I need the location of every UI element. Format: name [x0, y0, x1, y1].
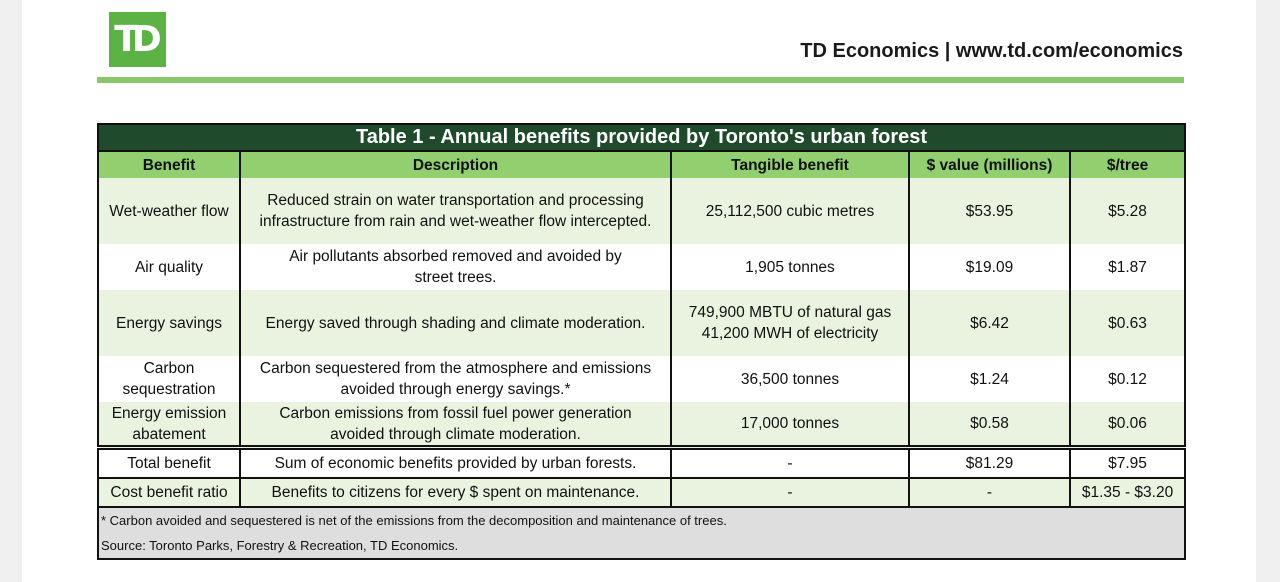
table-header-row	[98, 151, 1185, 178]
table-row	[98, 290, 1185, 356]
cell-tangible: -	[671, 448, 909, 479]
cell-per-tree: $5.28	[1070, 178, 1185, 244]
cell-value: $19.09	[909, 244, 1070, 290]
cell-description: Sum of economic benefits provided by urban forests.	[240, 448, 671, 479]
cell-per-tree: $1.35 - $3.20	[1070, 478, 1185, 507]
header-text: TD Economics | www.td.com/economics	[800, 40, 1183, 62]
cell-tangible	[671, 290, 909, 356]
cell-tangible: 25,112,500 cubic metres	[671, 178, 909, 244]
cell-per-tree: $0.06	[1070, 402, 1185, 448]
source-note: Source: Toronto Parks, Forestry & Recreation, TD Economics.	[98, 533, 1185, 559]
table-row	[98, 356, 1185, 402]
total-row	[98, 448, 1185, 479]
cell-per-tree: $1.87	[1070, 244, 1185, 290]
cost-benefit-row	[98, 478, 1185, 507]
cell-per-tree: $0.63	[1070, 290, 1185, 356]
td-logo-text: TD	[114, 19, 155, 60]
cell-value: $1.24	[909, 356, 1070, 402]
cell-description: Carbon sequestered from the atmosphere and emissions avoided through energy savings.*	[240, 356, 671, 402]
table-row	[98, 244, 1185, 290]
cell-value: $81.29	[909, 448, 1070, 479]
cell-value: -	[909, 478, 1070, 507]
cell-value: $0.58	[909, 402, 1070, 448]
footnote: * Carbon avoided and sequestered is net of the emissions from the decomposition and maintenance of trees.	[98, 507, 1185, 533]
cell-description: Benefits to citizens for every $ spent on maintenance.	[240, 478, 671, 507]
cell-benefit: Energy savings	[98, 290, 240, 356]
cell-tangible: 1,905 tonnes	[671, 244, 909, 290]
table-row	[98, 402, 1185, 448]
table-row	[98, 178, 1185, 244]
cell-benefit: Energy emission abatement	[98, 402, 240, 448]
footnote-row	[98, 507, 1185, 533]
column-header-value: $ value (millions)	[909, 151, 1070, 178]
cell-description: Reduced strain on water transportation and processing infrastructure from rain and wet-weather flow intercepted.	[240, 178, 671, 244]
header-rule	[97, 77, 1184, 83]
cell-per-tree: $7.95	[1070, 448, 1185, 479]
column-header-benefit: Benefit	[98, 151, 240, 178]
benefits-table	[97, 123, 1186, 560]
column-header-tangible: Tangible benefit	[671, 151, 909, 178]
column-header-description: Description	[240, 151, 671, 178]
cell-tangible: 17,000 tonnes	[671, 402, 909, 448]
cell-value: $53.95	[909, 178, 1070, 244]
cell-tangible: 36,500 tonnes	[671, 356, 909, 402]
cell-benefit: Wet-weather flow	[98, 178, 240, 244]
cell-benefit: Carbon sequestration	[98, 356, 240, 402]
cell-tangible: -	[671, 478, 909, 507]
cell-description: Air pollutants absorbed removed and avoided by street trees.	[240, 244, 671, 290]
cell-benefit: Cost benefit ratio	[98, 478, 240, 507]
td-logo	[109, 12, 166, 67]
cell-tangible-line: 749,900 MBTU of natural gas	[688, 304, 892, 321]
cell-description: Energy saved through shading and climate moderation.	[240, 290, 671, 356]
cell-description: Carbon emissions from fossil fuel power generation avoided through climate moderation.	[240, 402, 671, 448]
source-row	[98, 533, 1185, 559]
cell-benefit: Total benefit	[98, 448, 240, 479]
cell-per-tree: $0.12	[1070, 356, 1185, 402]
cell-value: $6.42	[909, 290, 1070, 356]
table-title-row	[98, 124, 1185, 151]
table-title: Table 1 - Annual benefits provided by Toronto's urban forest	[98, 124, 1185, 151]
column-header-per-tree: $/tree	[1070, 151, 1185, 178]
cell-benefit: Air quality	[98, 244, 240, 290]
cell-tangible-line: 41,200 MWH of electricity	[701, 325, 879, 342]
